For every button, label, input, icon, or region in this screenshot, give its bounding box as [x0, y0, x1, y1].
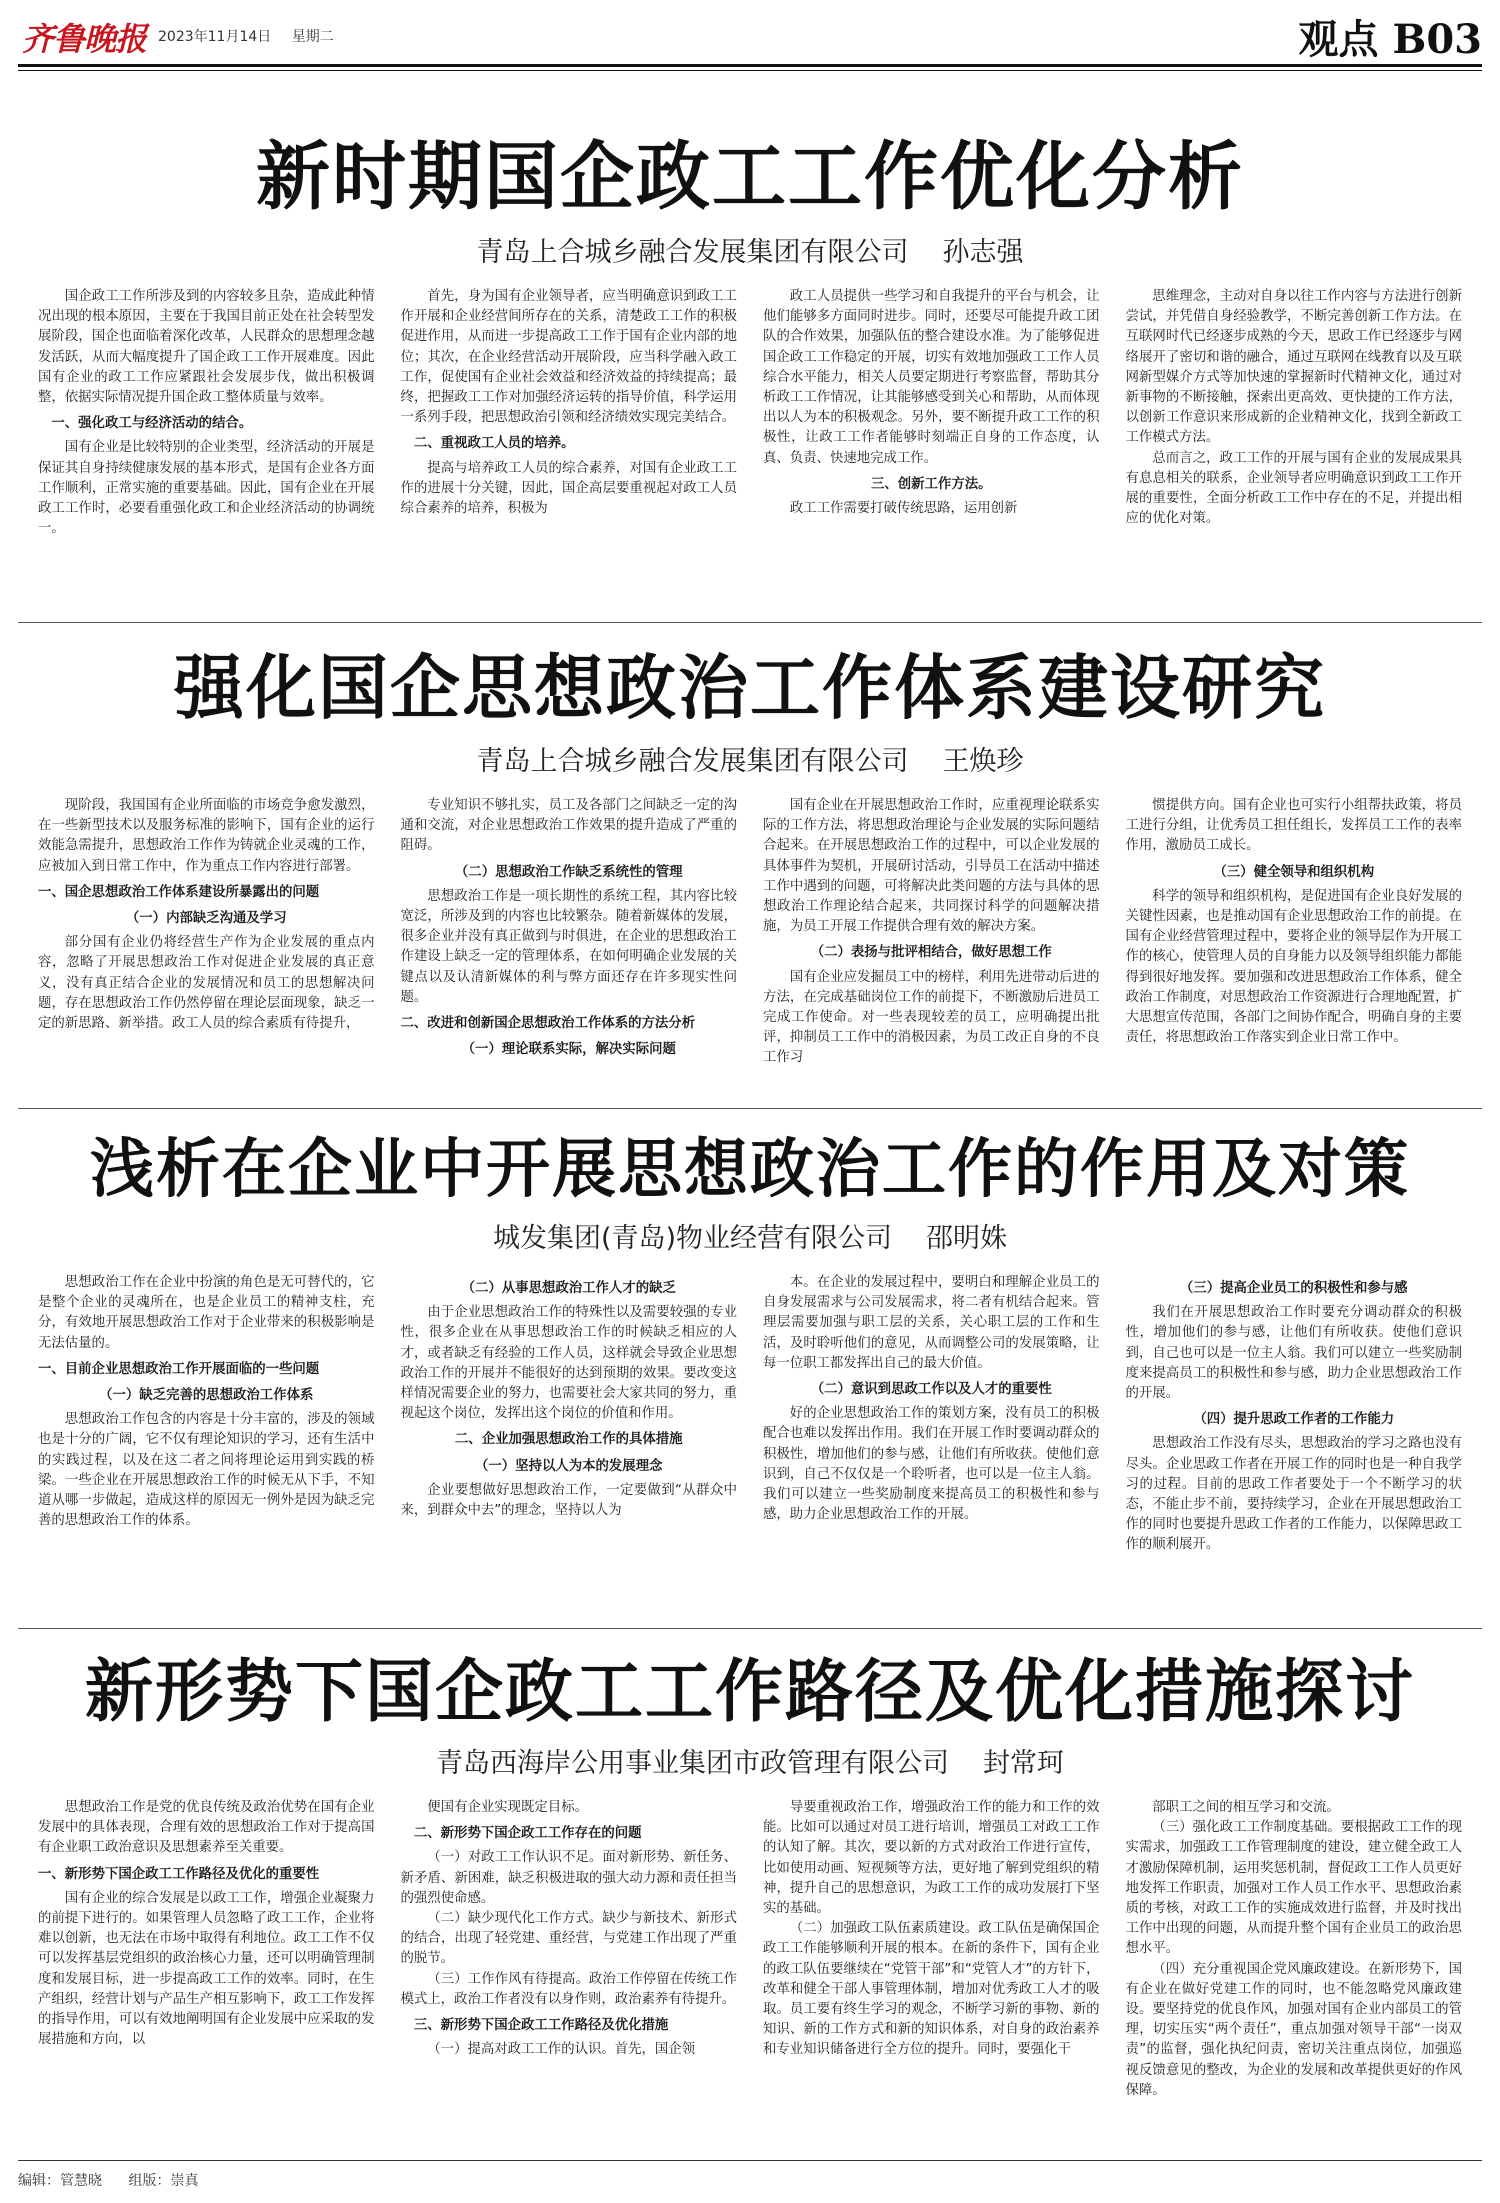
paragraph: 政工工作需要打破传统思路，运用创新 [789, 501, 1018, 517]
byline-author: 封常珂 [983, 1748, 1064, 1779]
paragraph: 好的企业思想政治工作的策划方案，没有员工的积极配合也难以发挥出作用。我们在开展工作时要调动群众的积极性，增加他们的参与感，让他们有所收获。使他们意识到，自己不仅仅是一个聆听者，也可以是一位主人翁。我们可以建立一些奖励制度来提高员工的积极性和参与感，助力企业思想政治工作的开展。 [763, 1406, 1100, 1523]
paragraph: （二）加强政工队伍素质建设。政工队伍是确保国企政工工作能够顺利开展的根本。在新的条件下，国有企业的政工队伍要继续在“党管干部”和“党管人才”的方针下，改革和健全干部人事管理体制，增加对优秀政工人才的吸取。员工要有终生学习的观念，不断学习新的事物、新的知识、新的工作方式和新的知识体系，对自身的政治素养和专业知识储备进行全方位的提升。同时，要强化干 [763, 1921, 1100, 2058]
paragraph: 思想政治工作是一项长期性的系统工程，其内容比较宽泛，所涉及到的内容也比较繁杂。随着新媒体的发展，很多企业并没有真正做到与时俱进，在企业的思想政治工作建设上缺乏一定的管理体系，在如何明确企业发展的关键点以及认清新媒体的利与弊方面还存在许多现实性问题。 [400, 888, 737, 1005]
section-heading: （四）提升思政工作者的工作能力 [1193, 1412, 1395, 1428]
text-column [1126, 287, 1463, 617]
article-4 [18, 1638, 1482, 2136]
article-headline: 强化国企思想政治工作体系建设研究 [174, 646, 1326, 729]
editor-credit: 编辑：管慧晓 [18, 2173, 102, 2189]
paragraph: 思想政治工作包含的内容是十分丰富的，涉及的领域也是十分的广阔，它不仅有理论知识的学习，还有生活中的实践过程，以及在这二者之间将理论运用到实践的桥梁。一些企业在开展思想政治工作的时候无从下手，不知道从哪一步做起，造成这样的原因无一例外是因为缺乏完善的思想政治工作的体系。 [38, 1412, 375, 1529]
layout-credit: 组版：崇真 [128, 2173, 199, 2189]
section-heading: 二、重视政工人员的培养。 [413, 436, 575, 452]
paragraph: （三）强化政工工作制度基础。要根据政工工作的现实需求，加强政工工作管理制度的建设，建立健全政工人才激励保障机制，运用奖惩机制，督促政工工作人员更好地发挥工作职责，加强对工作人员工作水平、思想政治素质的考核，对政工工作的实施成效进行监督，并及时找出工作中出现的问题，从而提升整个国有企业员工的政治思想水平。 [1125, 1820, 1462, 1957]
paragraph: 现阶段，我国国有企业所面临的市场竞争愈发激烈，在一些新型技术以及服务标准的影响下，国有企业的运行效能急需提升，思想政治工作作为铸就企业灵魂的工作，应被加入到日常工作中，作为重点工作内容进行部署。 [38, 798, 375, 874]
text-column [1126, 1273, 1463, 1611]
paragraph: （四）充分重视国企党风廉政建设。在新形势下，国有企业在做好党建工作的同时，也不能忽略党风廉政建设。要坚持党的优良作风，加强对国有企业内部员工的管理，切实压实“两个责任”，重点加强对领导干部“一岗双责”的监督，强化执纪问责，密切关注重点岗位，加强巡视反馈意见的整改，为企业的发展和改革提供更好的作风保障。 [1125, 1961, 1462, 2098]
paragraph: 思想政治工作在企业中扮演的角色是无可替代的，它是整个企业的灵魂所在，也是企业员工的精神支柱，充分，有效地开展思想政治工作对于企业带来的积极影响是无法估量的。 [38, 1275, 375, 1351]
section-heading: （二）意识到思政工作以及人才的重要性 [810, 1382, 1052, 1398]
article-3 [18, 1118, 1482, 1611]
text-column [763, 796, 1100, 1116]
article-byline [18, 1741, 1482, 1780]
article-headline: 浅析在企业中开展思想政治工作的作用及对策 [90, 1132, 1410, 1207]
article-body [18, 796, 1482, 1116]
byline-org: 青岛上合城乡融合发展集团有限公司 [476, 746, 909, 777]
section-heading: （一）缺乏完善的思想政治工作体系 [99, 1388, 314, 1404]
paragraph: 思想政治工作是党的优良传统及政治优势在国有企业发展中的具体表现，合理有效的思想政治工作对于提高国有企业职工政治意识及思想素养至关重要。 [38, 1800, 375, 1856]
byline-author: 孙志强 [942, 237, 1024, 268]
paragraph: （一）提高对政工工作的认识。首先，国企领 [427, 2042, 696, 2058]
article-body [18, 1798, 1482, 2136]
text-column [38, 287, 375, 617]
section-name: 观点 [1298, 16, 1379, 63]
paragraph: 国有企业是比较特别的企业类型，经济活动的开展是保证其自身持续健康发展的基本形式，是国有企业各方面工作顺利，正常实施的重要基础。因此，国有企业在开展政工工作时，必要看重强化政工和企业经济活动的协调统一。 [38, 440, 375, 537]
article-1 [18, 118, 1482, 617]
paragraph: 总而言之，政工工作的开展与国有企业的发展成果具有息息相关的联系，企业领导者应明确意识到政工工作开展的重要性，全面分析政工工作中存在的不足，并提出相应的优化对策。 [1125, 450, 1462, 527]
paragraph: 企业要想做好思想政治工作，一定要做到“从群众中来，到群众中去”的理念，坚持以人为 [400, 1482, 737, 1519]
article-headline: 新时期国企政工工作优化分析 [256, 134, 1244, 220]
masthead-rule-thin [18, 70, 1482, 71]
section-heading: （三）提高企业员工的积极性和参与感 [1179, 1281, 1408, 1296]
paragraph: 我们在开展思想政治工作时要充分调动群众的积极性，增加他们的参与感，让他们有所收获。使他们意识到，自己也可以是一位主人翁。我们可以建立一些奖励制度来提高员工的积极性和参与感，助力企业思想政治工作的开展。 [1125, 1305, 1462, 1402]
section-heading: 一、新形势下国企政工工作路径及优化的重要性 [38, 1866, 320, 1882]
page-footer [18, 2170, 220, 2190]
paragraph: 由于企业思想政治工作的特殊性以及需要较强的专业性，很多企业在从事思想政治工作的时候缺乏相应的人才，或者缺乏有经验的工作人员，这样就会导致企业思想政治工作的开展并不能很好的达到预期的效果。要改变这样情况需要企业的努力，也需要社会大家共同的努力，重视起这个岗位，发挥出这个岗位的价值和作用。 [400, 1305, 737, 1422]
section-heading: （一）理论联系实际，解决实际问题 [461, 1042, 676, 1058]
section-heading: 一、目前企业思想政治工作开展面临的一些问题 [38, 1361, 320, 1377]
article-byline [18, 1216, 1482, 1255]
text-column [401, 1273, 738, 1611]
section-heading: 三、新形势下国企政工工作路径及优化措施 [413, 2018, 669, 2034]
paragraph: 部职工之间的相互学习和交流。 [1152, 1800, 1340, 1815]
article-byline [18, 230, 1482, 269]
section-page-label [1299, 8, 1482, 65]
section-heading: （一）坚持以人为本的发展理念 [475, 1458, 663, 1474]
paragraph: （一）对政工工作认识不足。面对新形势、新任务、新矛盾、新困难，缺乏积极进取的强大动力源和责任担当的强烈使命感。 [400, 1850, 737, 1906]
text-column [401, 796, 738, 1116]
section-heading: 一、国企思想政治工作体系建设所暴露出的问题 [38, 884, 320, 900]
date-text: 2023年11月14日 [158, 29, 272, 45]
weekday-text: 星期二 [291, 29, 334, 45]
paragraph: 本。在企业的发展过程中，要明白和理解企业员工的自身发展需求与公司发展需求，将二者有机结合起来。管理层需要加强与职工层的关系，关心职工层的工作和生活，及时聆听他们的意见，从而调整公司的发展策略，让每一位职工都发挥出自己的最大价值。 [763, 1275, 1100, 1371]
section-heading: （二）从事思想政治工作人才的缺乏 [461, 1281, 676, 1296]
article-byline [18, 739, 1482, 778]
article-headline: 新形势下国企政工工作路径及优化措施探讨 [84, 1652, 1415, 1732]
section-heading: 三、创新工作方法。 [870, 476, 992, 492]
section-heading: （二）思想政治工作缺乏系统性的管理 [454, 864, 683, 880]
text-column [1126, 1798, 1463, 2136]
byline-org: 青岛西海岸公用事业集团市政管理有限公司 [436, 1748, 949, 1779]
paragraph: （三）工作作风有待提高。政治工作停留在传统工作模式上，政治工作者没有以身作则，政治素养有待提升。 [400, 1971, 737, 2007]
paragraph: 国企政工工作所涉及到的内容较多且杂，造成此种情况出现的根本原因，主要在于我国目前正处在社会转型发展阶段，国企也面临着深化改革，人民群众的思想理念越发活跃，从而大幅度提升了国企政工工作开展难度。因此国有企业的政工工作应紧跟社会发展步伐，做出积极调整，依据实际情况提升国企政工整体质量与效率。 [38, 289, 375, 406]
paragraph: 思维理念，主动对自身以往工作内容与方法进行创新尝试，并凭借自身经验教学，不断完善创新工作方法。在互联网时代已经逐步成熟的今天，思政工作已经逐步与网络展开了密切和谐的融合，通过互联网在线教育以及互联网新型媒介方式等加快速的掌握新时代精神文化，通过对新事物的不断接触，探索出更高效、更快捷的工作方法，以创新工作意识来形成新的企业精神文化，找到全新政工工作模式方法。 [1125, 289, 1462, 446]
newspaper-logo: 齐鲁晚报 [22, 20, 147, 58]
text-column [38, 1273, 375, 1611]
paragraph: 惯提供方向。国有企业也可实行小组帮扶政策，将员工进行分组，让优秀员工担任组长，发挥员工工作的表率作用，激励员工成长。 [1125, 798, 1462, 854]
masthead-rule [18, 64, 1482, 67]
issue-date [158, 26, 350, 46]
masthead [0, 0, 1500, 68]
text-column [763, 1273, 1100, 1611]
section-heading: （一）内部缺乏沟通及学习 [125, 911, 287, 927]
paragraph: （二）缺少现代化工作方式。缺少与新技术、新形式的结合，出现了轻党建、重经营，与党建工作出现了严重的脱节。 [400, 1911, 737, 1967]
paragraph: 部分国有企业仍将经营生产作为企业发展的重点内容，忽略了开展思想政治工作对促进企业发展的真正意义，没有真正结合企业的发展情况和员工的思想解决问题，存在思想政治工作仍然停留在理论层面现象，缺乏一定的新思路、新举措。政工人员的综合素质有待提升， [38, 935, 375, 1032]
footer-rule [18, 2160, 1482, 2161]
paragraph: 国有企业应发掘员工中的榜样，利用先进带动后进的方法，在完成基础岗位工作的前提下，不断激励后进员工完成工作使命。对一些表现较差的员工，应明确提出批评，抑制员工工作中的消极因素，为员工改正自身的不良工作习 [763, 969, 1100, 1066]
section-heading: 一、强化政工与经济活动的结合。 [51, 416, 253, 432]
paragraph: 政工人员提供一些学习和自我提升的平台与机会，让他们能够多方面同时进步。同时，还要尽可能提升政工团队的合作效果，加强队伍的整合建设水准。为了能够促进国企政工工作稳定的开展，切实有效地加强政工工作人员综合水平能力，相关人员要定期进行考察监督，帮助其分析政工工作情况，让其能够感受到关心和帮助，从而体现出以人为本的积极观念。另外，要不断提升政工工作的积极性，让政工工作者能够时刻端正自身的工作态度，认真、负责、快速地完成工作。 [763, 289, 1100, 466]
paragraph: 导要重视政治工作，增强政治工作的能力和工作的效能。比如可以通过对员工进行培训，增强员工对政工工作的认知了解。其次，要以新的方式对政治工作进行宣传，比如使用动画、短视频等方法，更好地了解到党组织的精神，提升自己的思想意识，为政工工作的成功发展打下坚实的基础。 [763, 1800, 1100, 1917]
article-2 [18, 632, 1482, 1116]
byline-author: 王焕珍 [942, 746, 1024, 777]
paragraph: 思想政治工作没有尽头，思想政治的学习之路也没有尽头。企业思政工作者在开展工作的同时也是一种自我学习的过程。目前的思政工作者要处于一个不断学习的状态，不能止步不前，要持续学习，企业在开展思想政治工作的同时也要提升思政工作者的工作能力，以保障思政工作的顺利展开。 [1125, 1436, 1462, 1553]
page-number: B03 [1392, 16, 1482, 63]
section-heading: 二、新形势下国企政工工作存在的问题 [413, 1826, 642, 1842]
text-column [1126, 796, 1463, 1116]
paragraph: 便国有企业实现既定目标。 [427, 1800, 588, 1815]
paragraph: 专业知识不够扎实，员工及各部门之间缺乏一定的沟通和交流，对企业思想政治工作效果的提升造成了严重的阻碍。 [400, 798, 737, 854]
section-heading: （三）健全领导和组织机构 [1213, 864, 1375, 880]
paragraph: 首先，身为国有企业领导者，应当明确意识到政工工作开展和企业经营间所存在的关系，清楚政工工作的积极促进作用，从而进一步提高政工工作于国有企业内部的地位；其次，在企业经营活动开展阶段，应当科学融入政工工作，促使国有企业社会效益和经济效益的持续提高；最终，把握政工工作对加强经济运转的指导价值，科学运用一系列手段，把思想政治引领和经济绩效实现完美结合。 [400, 289, 737, 426]
section-heading: 二、企业加强思想政治工作的具体措施 [454, 1432, 683, 1448]
paragraph: 国有企业的综合发展是以政工工作，增强企业凝聚力的前提下进行的。如果管理人员忽略了政工工作，企业将难以创新，也无法在市场中取得有利地位。政工工作不仅可以发挥基层党组织的政治核心力量，还可以明确管理制度和发展目标，进一步提高政工工作的效率。同时，在生产组织，经营计划与产品生产相互影响下，政工工作发挥的指导作用，可以有效地阐明国有企业发展中应采取的发展措施和方向，以 [38, 1890, 375, 2048]
section-heading: 二、改进和创新国企思想政治工作体系的方法分析 [400, 1016, 696, 1032]
text-column [401, 287, 738, 617]
section-heading: （二）表扬与批评相结合，做好思想工作 [810, 945, 1052, 961]
article-divider [18, 622, 1482, 623]
text-column [38, 796, 375, 1116]
paragraph: 提高与培养政工人员的综合素养，对国有企业政工工作的进展十分关键，因此，国企高层要重视起对政工人员综合素养的培养，积极为 [400, 460, 737, 517]
article-body [18, 287, 1482, 617]
text-column [401, 1798, 738, 2136]
text-column [38, 1798, 375, 2136]
byline-org: 青岛上合城乡融合发展集团有限公司 [476, 237, 909, 268]
article-divider [18, 1108, 1482, 1109]
article-body [18, 1273, 1482, 1611]
text-column [763, 1798, 1100, 2136]
byline-org: 城发集团(青岛)物业经营有限公司 [492, 1223, 893, 1254]
paragraph: 国有企业在开展思想政治工作时，应重视理论联系实际的工作方法，将思想政治理论与企业发展的实际问题结合起来。在开展思想政治工作的过程中，可以企业发展的具体事件为契机，开展研讨活动，引导员工在活动中描述工作中遇到的问题，可将解决此类问题的方法与具体的思想政治工作理论结合起来，共同探讨科学的问题解决措施，为员工开展工作提供合理有效的解决方案。 [763, 798, 1100, 935]
text-column [763, 287, 1100, 617]
byline-author: 邵明姝 [926, 1223, 1008, 1254]
paragraph: 科学的领导和组织机构，是促进国有企业良好发展的关键性因素，也是推动国有企业思想政治工作的前提。在国有企业经营管理过程中，要将企业的领导层作为开展工作的核心，使管理人员的自身能力以及领导组织能力都能得到很好地发挥。要加强和改进思想政治工作体系，健全政治工作制度，对思想政治工作资源进行合理地配置，扩大思想宣传范围，各部门之间协作配合，明确自身的主要责任，将思想政治工作落实到企业日常工作中。 [1125, 888, 1462, 1046]
article-divider [18, 1628, 1482, 1629]
